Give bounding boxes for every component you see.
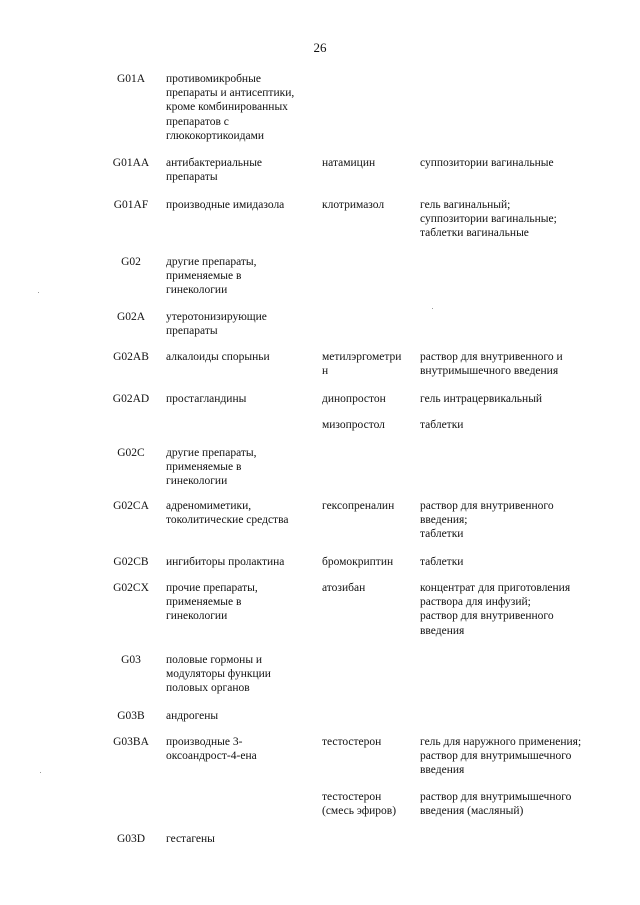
atc-code: G02CB [113, 556, 149, 568]
dosage-form: раствор для внутривенного и внутримышечного введения [420, 351, 563, 378]
atc-code: G01A [116, 73, 146, 85]
group-name: антибактериальные препараты [166, 157, 263, 184]
group-name: производные имидазола [166, 199, 285, 211]
atc-code: G02C [117, 447, 145, 459]
group-name: андрогены [166, 710, 219, 722]
drug-name: бромокриптин [322, 556, 394, 568]
group-name: ингибиторы пролактина [166, 556, 285, 568]
group-name: производные 3- оксоандрост-4-ена [166, 736, 257, 763]
dosage-form: таблетки [420, 556, 464, 568]
atc-code: G01AF [113, 199, 149, 211]
group-name: противомикробные препараты и антисептики, кроме комбинированных препаратов с глюкокортикоидами [166, 73, 295, 142]
atc-code: G02CA [113, 500, 149, 512]
group-name: другие препараты, применяемые в гинекологии [166, 256, 257, 297]
drug-name: гексопреналин [322, 500, 395, 512]
dosage-form: концентрат для приготовления раствора для инфузий; раствор для внутривенного введения [420, 582, 571, 637]
atc-code: G01AA [112, 157, 150, 169]
group-name: простагландины [166, 393, 247, 405]
group-name: половые гормоны и модуляторы функции половых органов [166, 654, 271, 695]
drug-name: динопростон [322, 393, 386, 405]
atc-code: G02 [121, 256, 141, 268]
atc-code: G03 [121, 654, 141, 666]
atc-code: G02CX [113, 582, 149, 594]
drug-name: атозибан [322, 582, 366, 594]
dosage-form: таблетки [420, 419, 464, 431]
drug-name: натамицин [322, 157, 376, 169]
drug-name: метилэргометри н [322, 351, 402, 378]
atc-code: G02AB [113, 351, 149, 363]
group-name: адреномиметики, токолитические средства [166, 500, 289, 527]
group-name: другие препараты, применяемые в гинекологии [166, 447, 257, 488]
drug-name: клотримазол [322, 199, 385, 211]
scan-speck [432, 308, 433, 309]
dosage-form: суппозитории вагинальные [420, 157, 554, 169]
drug-name: тестостерон [322, 736, 382, 748]
atc-code: G03B [117, 710, 145, 722]
dosage-form: гель для наружного применения; раствор для внутримышечного введения [420, 736, 582, 777]
drug-name: тестостерон (смесь эфиров) [322, 791, 397, 818]
drug-name: мизопростол [322, 419, 385, 431]
dosage-form: раствор для внутривенного введения; таблетки [420, 500, 554, 541]
scan-speck [40, 772, 41, 773]
group-name: прочие препараты, применяемые в гинекологии [166, 582, 258, 623]
group-name: утеротонизирующие препараты [166, 311, 267, 338]
atc-code: G03D [116, 833, 146, 845]
scan-speck [38, 292, 39, 293]
atc-code: G02A [116, 311, 146, 323]
atc-code: G02AD [112, 393, 150, 405]
dosage-form: гель вагинальный; суппозитории вагинальные; таблетки вагинальные [420, 199, 557, 240]
group-name: гестагены [166, 833, 215, 845]
dosage-form: раствор для внутримышечного введения (масляный) [420, 791, 572, 818]
dosage-form: гель интрацервикальный [420, 393, 543, 405]
page-number: 26 [313, 40, 327, 55]
atc-code: G03BA [113, 736, 149, 748]
group-name: алкалоиды спорыньи [166, 351, 270, 363]
